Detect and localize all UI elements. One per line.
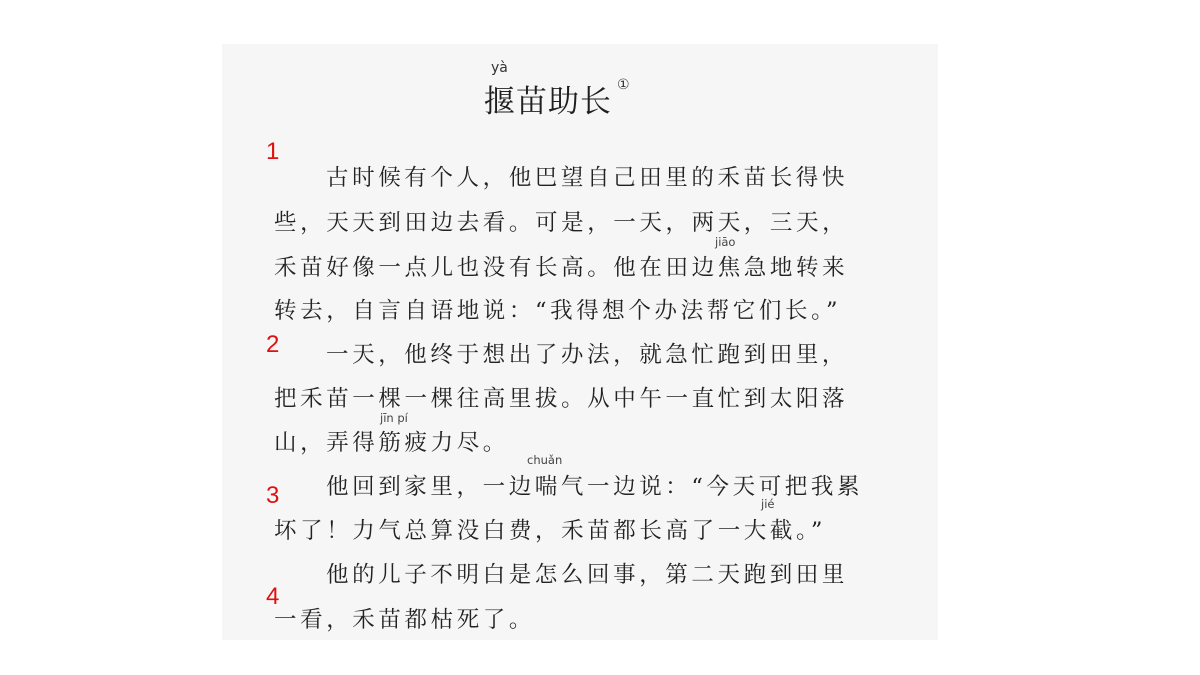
paragraph-number-3: 3	[266, 482, 280, 509]
text-line: 一看，禾苗都枯死了。	[274, 607, 536, 633]
text-line: 山，弄得筋疲力尽。	[274, 430, 509, 456]
text-line: 坏了！力气总算没白费，禾苗都长高了一大截。”	[274, 518, 826, 544]
title-pinyin: yà	[491, 60, 508, 76]
paragraph-number-2: 2	[266, 331, 280, 358]
text-line: 转去，自言自语地说：“我得想个办法帮它们长。”	[274, 298, 842, 324]
text-line: 把禾苗一棵一棵往高里拔。从中午一直忙到太阳落	[274, 386, 849, 412]
text-line: 他的儿子不明白是怎么回事，第二天跑到田里	[326, 562, 849, 588]
text-line: 禾苗好像一点儿也没有长高。他在田边焦急地转来	[274, 255, 849, 281]
title-footnote-mark: ①	[617, 77, 630, 93]
text-line: 古时候有个人，他巴望自己田里的禾苗长得快	[326, 165, 849, 191]
pinyin-jin-pi: jīn pí	[380, 411, 408, 425]
paragraph-number-4: 4	[266, 583, 280, 610]
text-line: 些，天天到田边去看。可是，一天，两天，三天，	[274, 210, 849, 236]
pinyin-chuan: chuǎn	[527, 453, 563, 467]
pinyin-jie: jié	[761, 497, 775, 511]
page-title: 揠苗助长	[484, 84, 612, 120]
pinyin-jiao: jiāo	[715, 235, 736, 249]
paragraph-number-1: 1	[266, 138, 280, 165]
text-line: 一天，他终于想出了办法，就急忙跑到田里，	[326, 342, 849, 368]
text-line: 他回到家里，一边喘气一边说：“今天可把我累	[326, 474, 864, 500]
